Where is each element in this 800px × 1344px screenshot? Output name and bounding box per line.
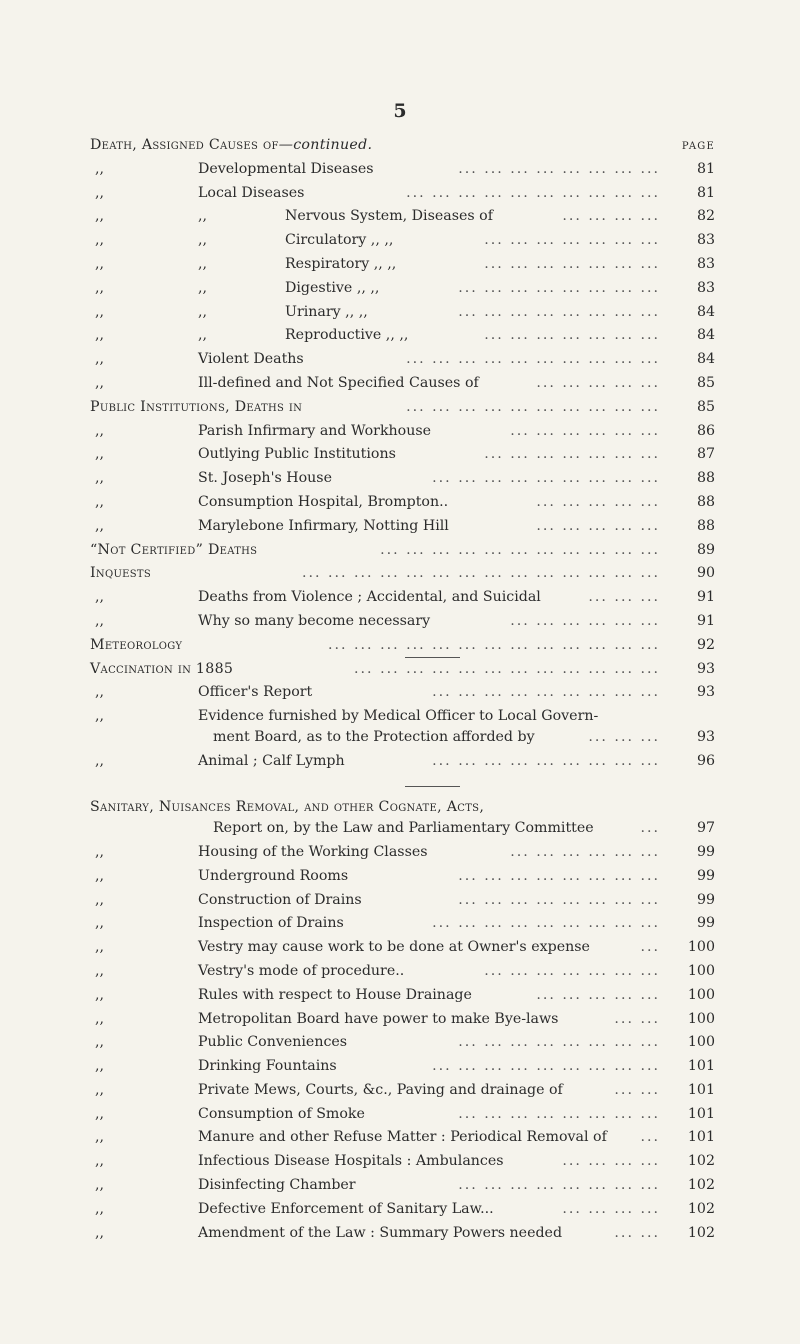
- page-ref: 102: [687, 1153, 715, 1170]
- page-ref: 101: [687, 1081, 715, 1098]
- entry-text-continued: Report on, by the Law and Parliamentary Committee: [213, 819, 594, 836]
- entry-text: Underground Rooms: [198, 867, 349, 884]
- toc-entry: [90, 586, 715, 610]
- heading-title: “Not Certified” Deaths: [90, 541, 258, 558]
- page-ref: 100: [687, 1034, 715, 1051]
- toc-entry: [90, 1008, 715, 1032]
- page-ref: 101: [687, 1058, 715, 1075]
- dot-leaders: ... ... ... ... ... ... ... ...: [458, 1034, 660, 1051]
- dot-leaders: ...: [640, 939, 660, 956]
- toc-entry: [90, 515, 715, 539]
- toc-entry: [90, 865, 715, 889]
- ditto-mark: ,,: [95, 867, 105, 884]
- page-ref: 99: [696, 867, 715, 884]
- page-ref: 93: [696, 729, 715, 746]
- dot-leaders: ... ... ... ... ... ... ... ... ...: [432, 915, 660, 932]
- ditto-mark: ,,: [95, 351, 105, 368]
- entry-text: Evidence furnished by Medical Officer to Local Govern-: [198, 708, 599, 725]
- dot-leaders: ... ...: [614, 1010, 660, 1027]
- entry-text: Circulatory ,, ,,: [285, 232, 394, 249]
- entry-text-continued: ment Board, as to the Protection afforded by: [213, 729, 535, 746]
- page-ref: 85: [696, 398, 715, 415]
- ditto-mark: ,,: [95, 374, 105, 391]
- ditto-mark: ,,: [95, 843, 105, 860]
- heading-continued: —continued.: [278, 137, 373, 153]
- ditto-mark: ,,: [95, 517, 105, 534]
- page-ref: 93: [696, 660, 715, 677]
- dot-leaders: ... ... ... ... ... ... ...: [484, 446, 660, 463]
- ditto-mark: ,,: [95, 1153, 105, 1170]
- entry-text: Disinfecting Chamber: [198, 1177, 356, 1194]
- entry-text: Housing of the Working Classes: [198, 843, 428, 860]
- dot-leaders: ... ... ... ... ...: [536, 517, 660, 534]
- toc-entry: [90, 420, 715, 444]
- dot-leaders: ... ... ... ...: [562, 1153, 660, 1170]
- entry-text: Urinary ,, ,,: [285, 303, 368, 320]
- dot-leaders: ... ... ... ... ... ... ...: [484, 255, 660, 272]
- toc-entry: [90, 889, 715, 913]
- toc-entry: [90, 750, 715, 774]
- toc-entry: [90, 960, 715, 984]
- section-heading-row: [90, 396, 715, 420]
- ditto-mark: ,,: [95, 1105, 105, 1122]
- ditto-mark: ,,: [198, 327, 208, 344]
- toc-entry: [90, 984, 715, 1008]
- page-ref: 86: [696, 422, 715, 439]
- section-heading-row: [90, 539, 715, 563]
- heading-title: Inquests: [90, 565, 152, 582]
- dot-leaders: ... ... ... ... ...: [536, 986, 660, 1003]
- toc-entry: [90, 1222, 715, 1246]
- ditto-mark: ,,: [95, 446, 105, 463]
- page-ref: 84: [696, 327, 715, 344]
- dot-leaders: ... ... ... ... ... ... ... ... ... ... ... ...: [354, 660, 660, 677]
- dot-leaders: ... ... ... ... ... ... ... ...: [458, 1177, 660, 1194]
- section-heading: [90, 134, 372, 158]
- entry-text: Construction of Drains: [198, 891, 362, 908]
- section-spacer: [90, 774, 715, 796]
- entry-text: Reproductive ,, ,,: [285, 327, 409, 344]
- section-heading: [90, 658, 233, 682]
- entry-text: Amendment of the Law : Summary Powers needed: [198, 1224, 563, 1241]
- ditto-mark: ,,: [95, 160, 105, 177]
- ditto-mark: ,,: [95, 493, 105, 510]
- entry-text: Drinking Fountains: [198, 1058, 337, 1075]
- dot-leaders: ... ... ... ... ...: [536, 374, 660, 391]
- dot-leaders: ... ... ... ... ... ... ... ... ...: [432, 1058, 660, 1075]
- toc-entry: [90, 1055, 715, 1079]
- section-heading: [90, 396, 302, 420]
- toc-entry: [90, 1031, 715, 1055]
- toc-entry: [90, 1079, 715, 1103]
- ditto-mark: ,,: [95, 986, 105, 1003]
- page-ref: 92: [696, 636, 715, 653]
- page-ref: 99: [696, 915, 715, 932]
- entry-text: Parish Infirmary and Workhouse: [198, 422, 432, 439]
- section-heading: [90, 634, 182, 658]
- toc-entry: [90, 182, 715, 206]
- toc-entry: [90, 912, 715, 936]
- toc-entry: [90, 1174, 715, 1198]
- ditto-mark: ,,: [95, 684, 105, 701]
- dot-leaders: ... ... ... ... ... ... ... ... ... ... ...: [380, 541, 660, 558]
- entry-text: Marylebone Infirmary, Notting Hill: [198, 517, 449, 534]
- dot-leaders: ... ... ... ... ... ... ... ...: [458, 891, 660, 908]
- dot-leaders: ... ... ... ... ... ... ... ... ... ...: [406, 184, 660, 201]
- page-ref: 90: [696, 565, 715, 582]
- toc-entry: [90, 372, 715, 396]
- toc-entry: [90, 348, 715, 372]
- entry-text: Outlying Public Institutions: [198, 446, 396, 463]
- page-ref: 81: [696, 184, 715, 201]
- dot-leaders: ... ... ... ... ... ...: [510, 612, 660, 629]
- entry-text: Inspection of Drains: [198, 915, 344, 932]
- ditto-mark: ,,: [95, 279, 105, 296]
- dot-leaders: ... ... ... ... ... ... ...: [484, 327, 660, 344]
- ditto-mark: ,,: [95, 1081, 105, 1098]
- page-ref: 102: [687, 1177, 715, 1194]
- page-ref: 96: [696, 753, 715, 770]
- page-ref: 100: [687, 986, 715, 1003]
- toc-entry: [90, 1126, 715, 1150]
- toc-entry: [90, 841, 715, 865]
- dot-leaders: ... ... ... ... ... ... ... ...: [458, 867, 660, 884]
- ditto-mark: ,,: [95, 184, 105, 201]
- ditto-mark: ,,: [95, 327, 105, 344]
- ditto-mark: ,,: [95, 939, 105, 956]
- ditto-mark: ,,: [95, 208, 105, 225]
- heading-title: Meteorology: [90, 636, 183, 653]
- toc-entry: [90, 491, 715, 515]
- toc-entry: [90, 610, 715, 634]
- dot-leaders: ... ... ... ... ...: [536, 493, 660, 510]
- toc-entry: [90, 253, 715, 277]
- table-of-contents: [90, 134, 715, 1245]
- toc-entry: [90, 1150, 715, 1174]
- ditto-mark: ,,: [95, 470, 105, 487]
- page-ref: 88: [696, 493, 715, 510]
- dot-leaders: ... ... ... ... ... ... ...: [484, 962, 660, 979]
- dot-leaders: ... ... ... ... ... ... ... ... ... ...: [406, 351, 660, 368]
- page-ref: 91: [696, 612, 715, 629]
- entry-text: Nervous System, Diseases of: [285, 208, 493, 225]
- page-ref: 88: [696, 470, 715, 487]
- entry-text: Respiratory ,, ,,: [285, 255, 397, 272]
- toc-entry: [90, 205, 715, 229]
- page-ref: 100: [687, 962, 715, 979]
- page-number: 5: [393, 100, 407, 122]
- ditto-mark: ,,: [95, 1129, 105, 1146]
- section-heading-row: [90, 658, 715, 682]
- entry-text: Deaths from Violence ; Accidental, and Suicidal: [198, 589, 541, 606]
- ditto-mark: ,,: [95, 915, 105, 932]
- ditto-mark: ,,: [95, 1010, 105, 1027]
- dot-leaders: ... ... ...: [588, 589, 660, 606]
- dot-leaders: ... ... ... ... ... ... ... ... ...: [432, 753, 660, 770]
- toc-entry: [90, 301, 715, 325]
- page-ref: 97: [696, 819, 715, 836]
- dot-leaders: ... ... ... ... ... ... ... ...: [458, 1105, 660, 1122]
- toc-entry: [90, 936, 715, 960]
- page-ref: 99: [696, 891, 715, 908]
- entry-text: Infectious Disease Hospitals : Ambulances: [198, 1153, 504, 1170]
- page-ref: 100: [687, 939, 715, 956]
- entry-text: Digestive ,, ,,: [285, 279, 380, 296]
- page-ref: 84: [696, 303, 715, 320]
- dot-leaders: ... ... ... ... ... ...: [510, 422, 660, 439]
- ditto-mark: ,,: [95, 422, 105, 439]
- entry-text: Ill-defined and Not Specified Causes of: [198, 374, 479, 391]
- heading-title: Public Institutions, Deaths in: [90, 398, 303, 415]
- page-ref: 102: [687, 1200, 715, 1217]
- page-ref: 100: [687, 1010, 715, 1027]
- dot-leaders: ... ... ... ...: [562, 208, 660, 225]
- toc-entry: [90, 1198, 715, 1222]
- heading-title: Sanitary, Nuisances Removal, and other Cognate, Acts,: [90, 798, 485, 815]
- ditto-mark: ,,: [95, 589, 105, 606]
- dot-leaders: ... ... ... ... ... ... ...: [484, 232, 660, 249]
- page-ref: 93: [696, 684, 715, 701]
- heading-title: Death, Assigned Causes of: [90, 137, 279, 153]
- dot-leaders: ... ... ... ...: [562, 1200, 660, 1217]
- toc-entry: [90, 158, 715, 182]
- ditto-mark: ,,: [95, 232, 105, 249]
- ditto-mark: ,,: [95, 962, 105, 979]
- page-ref: 99: [696, 843, 715, 860]
- dot-leaders: ...: [640, 819, 660, 836]
- dot-leaders: ... ... ... ... ... ...: [510, 843, 660, 860]
- dot-leaders: ... ... ... ... ... ... ... ...: [458, 160, 660, 177]
- ditto-mark: ,,: [95, 891, 105, 908]
- section-heading: [90, 562, 151, 586]
- toc-entry: [90, 681, 715, 705]
- ditto-mark: ,,: [95, 1200, 105, 1217]
- toc-entry: [90, 705, 715, 750]
- ditto-mark: ,,: [95, 708, 105, 725]
- section-heading: [90, 539, 257, 563]
- ditto-mark: ,,: [198, 303, 208, 320]
- entry-text: Animal ; Calf Lymph: [198, 753, 345, 770]
- page-ref: 101: [687, 1105, 715, 1122]
- entry-text: Vestry may cause work to be done at Owner's expense: [198, 939, 590, 956]
- dot-leaders: ... ... ... ... ... ... ... ... ...: [432, 470, 660, 487]
- dot-leaders: ... ...: [614, 1081, 660, 1098]
- entry-text: Private Mews, Courts, &c., Paving and drainage of: [198, 1081, 563, 1098]
- dot-leaders: ... ... ... ... ... ... ... ...: [458, 279, 660, 296]
- ditto-mark: ,,: [95, 1058, 105, 1075]
- ditto-mark: ,,: [198, 208, 208, 225]
- ditto-mark: ,,: [95, 753, 105, 770]
- dot-leaders: ... ... ... ... ... ... ... ... ... ...: [406, 398, 660, 415]
- page-ref: 88: [696, 517, 715, 534]
- entry-text: Developmental Diseases: [198, 160, 374, 177]
- entry-text: Consumption Hospital, Brompton..: [198, 493, 449, 510]
- dot-leaders: ... ... ... ... ... ... ... ...: [458, 303, 660, 320]
- page-ref: 101: [687, 1129, 715, 1146]
- ditto-mark: ,,: [95, 1224, 105, 1241]
- section-heading-row: [90, 796, 715, 841]
- entry-text: Defective Enforcement of Sanitary Law...: [198, 1200, 494, 1217]
- ditto-mark: ,,: [198, 232, 208, 249]
- entry-text: Violent Deaths: [198, 351, 304, 368]
- entry-text: Rules with respect to House Drainage: [198, 986, 472, 1003]
- page-ref: 83: [696, 255, 715, 272]
- page-ref: 91: [696, 589, 715, 606]
- ditto-mark: ,,: [95, 1034, 105, 1051]
- toc-entry: [90, 467, 715, 491]
- section-divider: [405, 786, 460, 787]
- section-heading-row: [90, 634, 715, 658]
- toc-entry: [90, 1103, 715, 1127]
- dot-leaders: ... ... ... ... ... ... ... ... ...: [432, 684, 660, 701]
- dot-leaders: ... ... ... ... ... ... ... ... ... ... ... ... ... ...: [301, 565, 660, 582]
- ditto-mark: ,,: [95, 1177, 105, 1194]
- page-ref: 81: [696, 160, 715, 177]
- entry-text: Manure and other Refuse Matter : Periodical Removal of: [198, 1129, 607, 1146]
- entry-text: Vestry's mode of procedure..: [198, 962, 405, 979]
- dot-leaders: ... ... ... ... ... ... ... ... ... ... ... ... ...: [328, 636, 660, 653]
- page-ref: 102: [687, 1224, 715, 1241]
- ditto-mark: ,,: [95, 255, 105, 272]
- page-column-label: page: [681, 137, 715, 153]
- toc-entry: [90, 324, 715, 348]
- entry-text: St. Joseph's House: [198, 470, 332, 487]
- dot-leaders: ...: [640, 1129, 660, 1146]
- entry-text: Metropolitan Board have power to make Bye-laws: [198, 1010, 559, 1027]
- page-ref: 83: [696, 279, 715, 296]
- page-ref: 83: [696, 232, 715, 249]
- page-ref: 85: [696, 374, 715, 391]
- page-ref: 84: [696, 351, 715, 368]
- page-ref: 89: [696, 541, 715, 558]
- ditto-mark: ,,: [95, 303, 105, 320]
- entry-text: Why so many become necessary: [198, 612, 431, 629]
- toc-entry: [90, 443, 715, 467]
- ditto-mark: ,,: [198, 279, 208, 296]
- ditto-mark: ,,: [198, 255, 208, 272]
- section-heading-row: [90, 562, 715, 586]
- ditto-mark: ,,: [95, 612, 105, 629]
- toc-header: [90, 134, 715, 158]
- entry-text: Consumption of Smoke: [198, 1105, 365, 1122]
- heading-title: Vaccination in 1885: [90, 660, 234, 677]
- toc-entry: [90, 229, 715, 253]
- entry-text: Local Diseases: [198, 184, 305, 201]
- dot-leaders: ... ... ...: [588, 729, 660, 746]
- dot-leaders: ... ...: [614, 1224, 660, 1241]
- toc-entry: [90, 277, 715, 301]
- page-ref: 87: [696, 446, 715, 463]
- entry-text: Officer's Report: [198, 684, 313, 701]
- entry-text: Public Conveniences: [198, 1034, 348, 1051]
- page-ref: 82: [696, 208, 715, 225]
